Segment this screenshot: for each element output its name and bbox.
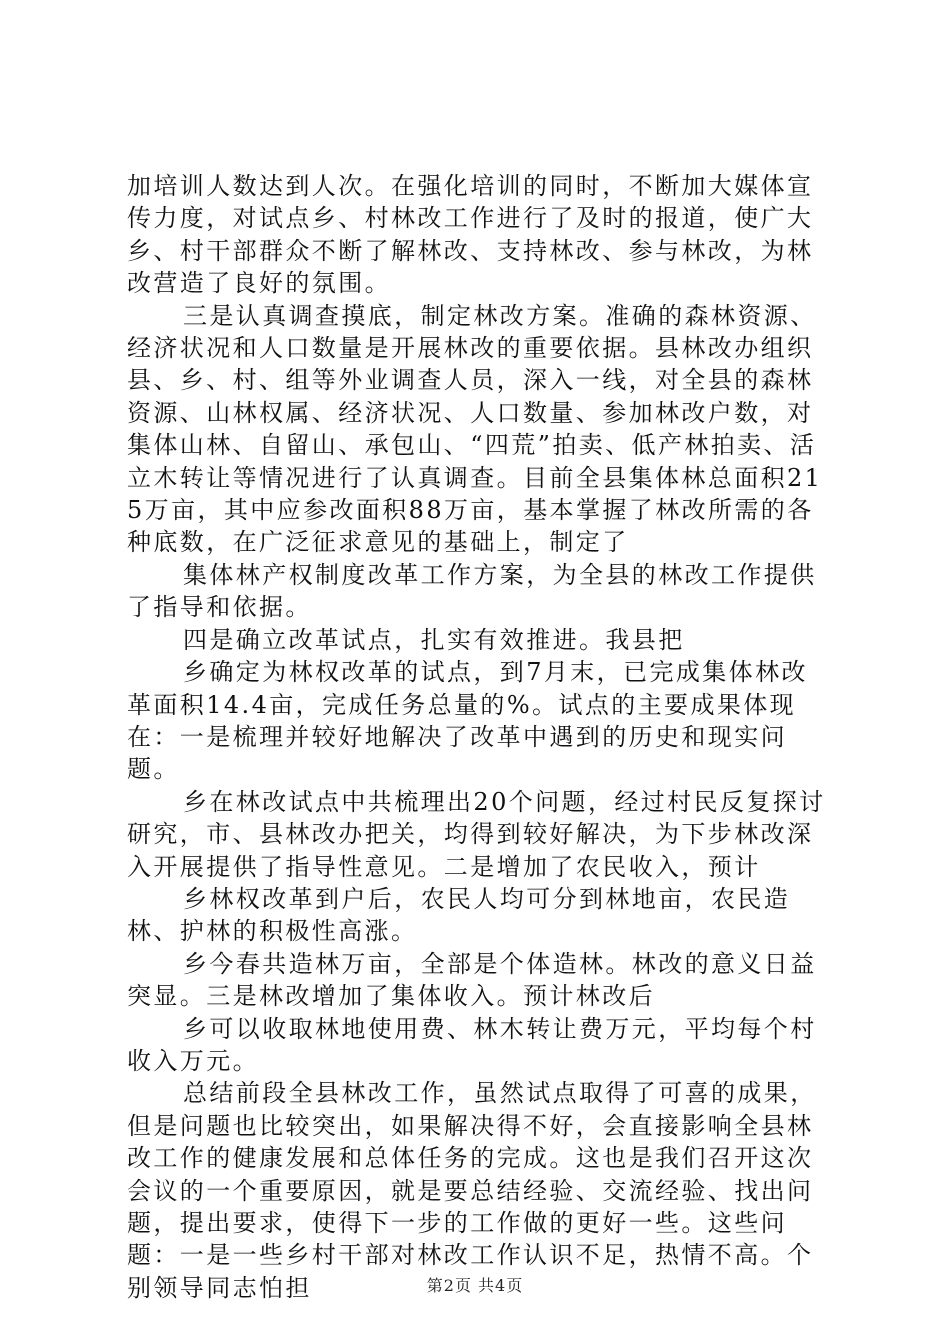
paragraph-6: 乡在林改试点中共梳理出20个问题，经过村民反复探讨研究，市、县林改办把关，均得到较好解决，为下步林改深入开展提供了指导性意见。二是增加了农民收入，预计 bbox=[127, 787, 826, 881]
paragraph-7: 乡林权改革到户后，农民人均可分到林地亩，农民造林、护林的积极性高涨。 bbox=[127, 884, 791, 946]
document-body bbox=[127, 170, 830, 1304]
paragraph-2: 三是认真调查摸底，制定林改方案。准确的森林资源、经济状况和人口数量是开展林改的重要依据。县林改办组织县、乡、村、组等外业调查人员，深入一线，对全县的森林资源、山林权属、经济状况、人口数量、参加林改户数，对集体山林、自留山、承包山、“四荒”拍卖、低产林拍卖、活立木转让等情况进行了认真调查。目前全县集体林总面积215万亩，其中应参改面积88万亩，基本掌握了林改所需的各种底数，在广泛征求意见的基础上，制定了 bbox=[127, 301, 823, 557]
paragraph-10: 总结前段全县林改工作，虽然试点取得了可喜的成果，但是问题也比较突出，如果解决得不好，会直接影响全县林改工作的健康发展和总体任务的完成。这也是我们召开这次会议的一个重要原因，就是要总结经验、交流经验、找出问题，提出要求，使得下一步的工作做的更好一些。这些问题：一是一些乡村干部对林改工作认识不足，热情不高。个别领导同志怕担 bbox=[127, 1079, 817, 1302]
page-footer: 第2页 共4页 bbox=[426, 1276, 524, 1295]
paragraph-4: 四是确立改革试点，扎实有效推进。我县把 bbox=[183, 625, 685, 654]
paragraph-5: 乡确定为林权改革的试点，到7月末，已完成集体林改革面积14.4亩，完成任务总量的%。试点的主要成果体现在：一是梳理并较好地解决了改革中遇到的历史和现实问题。 bbox=[127, 658, 808, 784]
paragraph-9: 乡可以收取林地使用费、林木转让费万元，平均每个村收入万元。 bbox=[127, 1014, 817, 1075]
paragraph-8: 乡今春共造林万亩，全部是个体造林。林改的意义日益突显。三是林改增加了集体收入。预计林改后 bbox=[127, 949, 817, 1011]
paragraph-1: 加培训人数达到人次。在强化培训的同时，不断加大媒体宣传力度，对试点乡、村林改工作进行了及时的报道，使广大乡、村干部群众不断了解林改、支持林改、参与林改，为林改营造了良好的氛围。 bbox=[127, 172, 814, 298]
paragraph-3: 集体林产权制度改革工作方案，为全县的林改工作提供了指导和依据。 bbox=[127, 560, 817, 622]
